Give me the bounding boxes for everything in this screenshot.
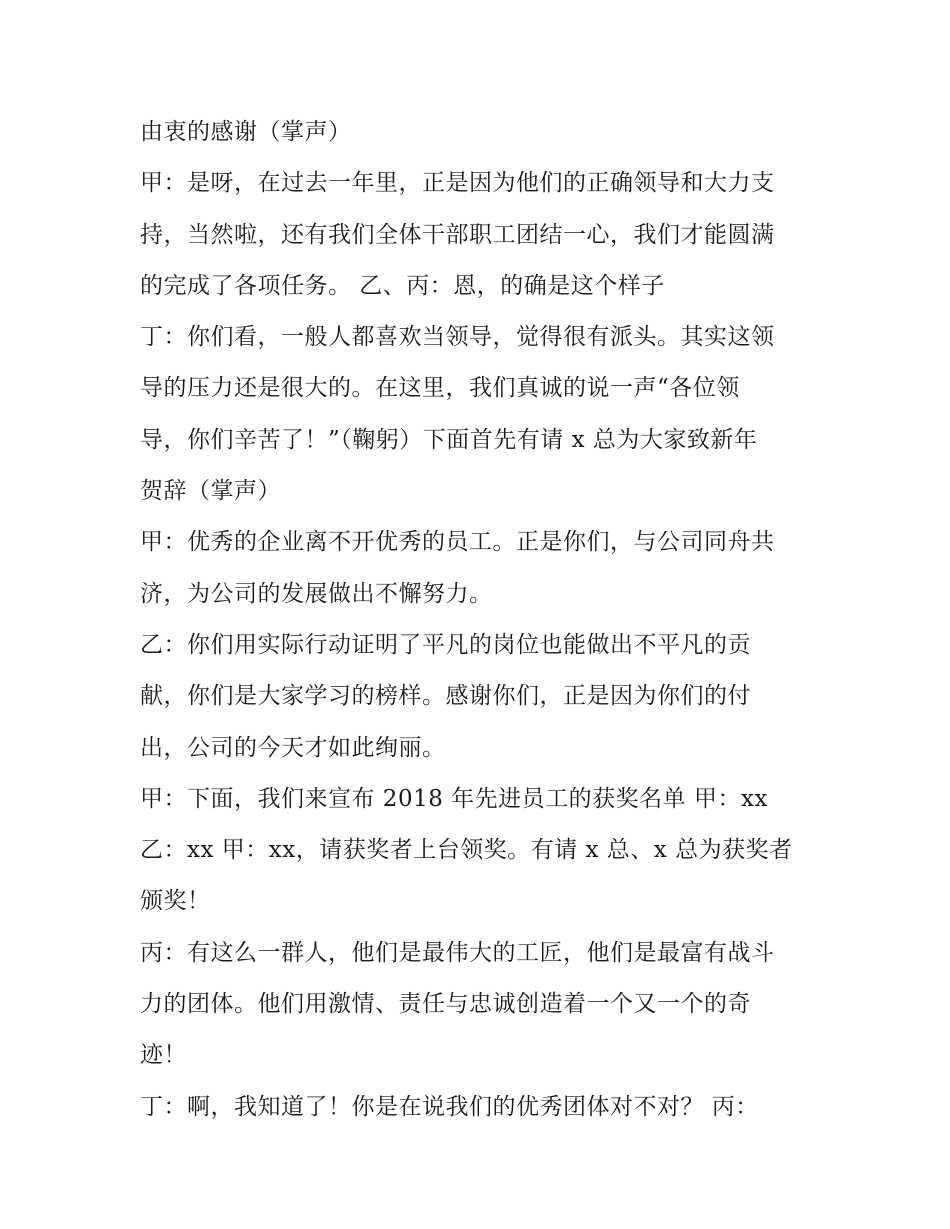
text-line: 丁：啊，我知道了！你是在说我们的优秀团体对不对？ 丙：: [140, 1093, 759, 1120]
text-line: 迹！: [140, 1042, 187, 1069]
text-line: 乙：xx 甲：xx，请获奖者上台领奖。有请 x 总、x 总为获奖者: [140, 837, 793, 864]
text-line: 导，你们辛苦了！”（鞠躬）下面首先有请 x 总为大家致新年: [140, 426, 758, 453]
text-line: 由衷的感谢（掌声）: [140, 119, 352, 145]
document-body: [140, 107, 820, 1133]
text-line: 导的压力还是很大的。在这里，我们真诚的说一声“各位领: [140, 375, 740, 402]
text-line: 丙：有这么一群人，他们是最伟大的工匠，他们是最富有战斗: [140, 939, 775, 966]
text-line: 颁奖！: [140, 888, 211, 915]
text-line: 持，当然啦，还有我们全体干部职工团结一心，我们才能圆满: [140, 221, 775, 248]
text-line: 甲：是呀，在过去一年里，正是因为他们的正确领导和大力支: [140, 170, 775, 197]
text-line: 力的团体。他们用激情、责任与忠诚创造着一个又一个的奇: [140, 991, 751, 1018]
text-line: 甲：优秀的企业离不开优秀的员工。正是你们，与公司同舟共: [140, 529, 775, 556]
text-line: 的完成了各项任务。 乙、丙：恩，的确是这个样子: [140, 272, 665, 299]
text-line: 济，为公司的发展做出不懈努力。: [140, 580, 493, 607]
text-line: 丁：你们看，一般人都喜欢当领导，觉得很有派头。其实这领: [140, 324, 775, 351]
text-line: 出，公司的今天才如此绚丽。: [140, 734, 446, 761]
text-line: 乙：你们用实际行动证明了平凡的岗位也能做出不平凡的贡: [140, 631, 751, 658]
text-line: 甲：下面，我们来宣布 2018 年先进员工的获奖名单 甲：xx: [140, 785, 768, 812]
text-line: 献，你们是大家学习的榜样。感谢你们，正是因为你们的付: [140, 683, 751, 710]
text-line: 贺辞（掌声）: [140, 478, 281, 505]
